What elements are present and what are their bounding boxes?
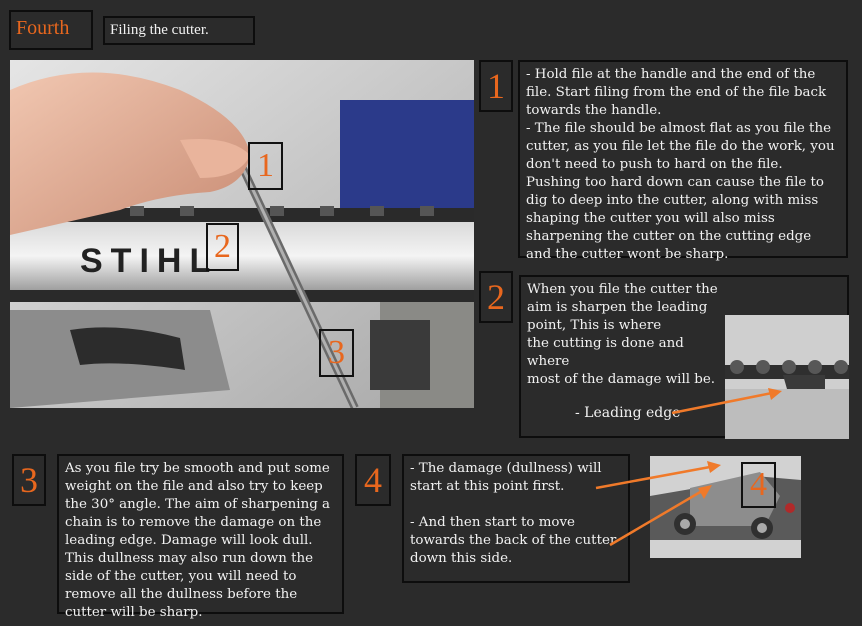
section-3-text-box (57, 454, 344, 620)
section-1-text: - Hold file at the handle and the end of the file. Start filing from the end of the file back towards the handle. - The file should be almost flat as you file the cutter, as you file let the file do the work, you don't need to push to hard on the file. Pushing too hard down can cause the file to dig to deep into the cutter, along with miss shaping the cutter you will also miss sharpening the cutter on the cutting edge and the cutter wont be sharp. (526, 67, 835, 262)
section-1-text-box (518, 60, 848, 262)
section-3-text: As you file try be smooth and put some weight on the file and also try to keep the 30° angle. The aim of sharpening a chain is to remove the damage on the leading edge. Damage will look dull. This dullness may also run down the side of the cutter, you will need to remove all the dullness before the cutter will be sharp. (65, 461, 331, 620)
leading-edge-arrow (660, 385, 790, 425)
leading-edge-label: - Leading edge (575, 405, 681, 421)
photo-mark-2: 2 (206, 223, 239, 271)
section-4-number: 4 (355, 454, 391, 506)
photo-mark-3: 3 (319, 329, 354, 377)
bar-brand-text: STIHL (80, 242, 219, 280)
step-label: Fourth (16, 17, 70, 39)
inset-mark-4: 4 (741, 462, 776, 508)
section-2-number: 2 (479, 271, 513, 323)
section-4-text: - The damage (dullness) will start at this point first. - And then start to move towards the back of the cutter down this side. (410, 461, 617, 566)
step-label-box (9, 10, 93, 50)
page-title-box (103, 16, 255, 45)
section-3-number: 3 (12, 454, 46, 506)
section-1-number: 1 (479, 60, 513, 112)
damage-arrows (590, 455, 740, 555)
photo-mark-1: 1 (248, 142, 283, 190)
page-title: Filing the cutter. (110, 22, 209, 38)
main-photo (10, 60, 474, 408)
section-2-text: When you file the cutter the aim is sharpen the leading point, This is where the cutting is done and where most of the damage will be. (527, 282, 718, 387)
